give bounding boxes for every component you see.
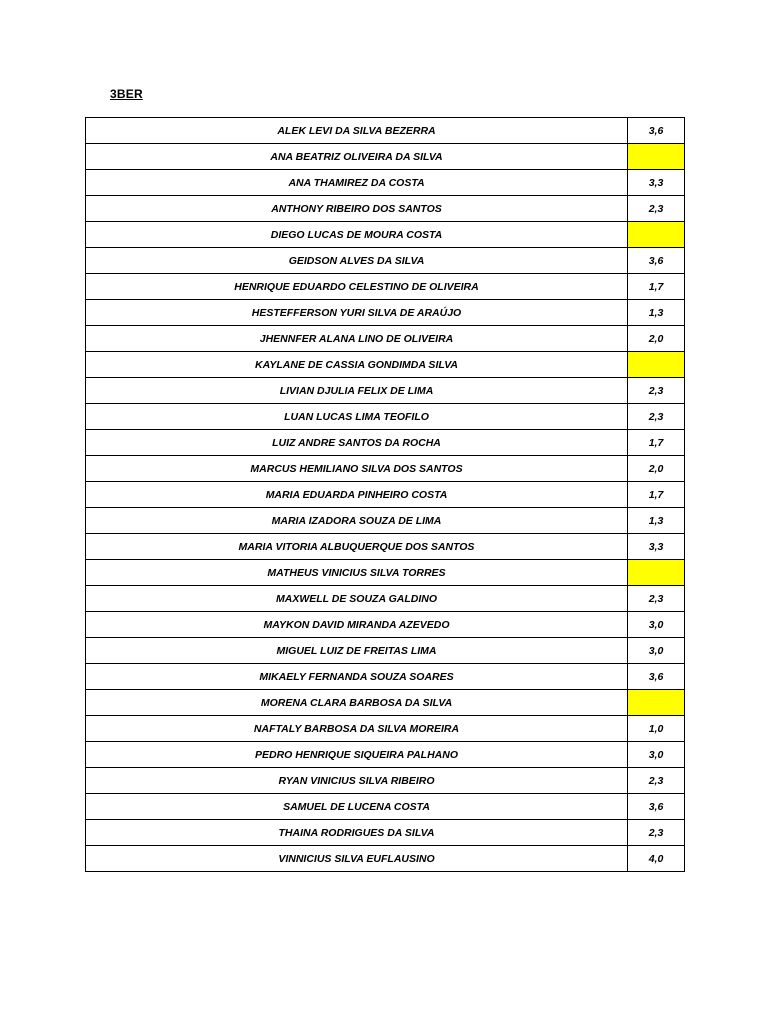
missing-grade-cell [628, 352, 685, 378]
grade-cell: 3,0 [628, 612, 685, 638]
grade-cell: 1,0 [628, 716, 685, 742]
table-row [86, 690, 685, 716]
table-row [86, 404, 685, 430]
table-row [86, 274, 685, 300]
student-name-cell: LIVIAN DJULIA FELIX DE LIMA [86, 378, 628, 404]
grades-table-body [86, 118, 685, 872]
student-name-cell: JHENNFER ALANA LINO DE OLIVEIRA [86, 326, 628, 352]
missing-grade-cell [628, 690, 685, 716]
grade-cell: 2,0 [628, 456, 685, 482]
table-row [86, 508, 685, 534]
student-name-cell: MATHEUS VINICIUS SILVA TORRES [86, 560, 628, 586]
class-heading: 3BER [110, 87, 143, 101]
table-row [86, 638, 685, 664]
student-name-cell: MARIA IZADORA SOUZA DE LIMA [86, 508, 628, 534]
student-name-cell: HENRIQUE EDUARDO CELESTINO DE OLIVEIRA [86, 274, 628, 300]
table-row [86, 664, 685, 690]
student-name-cell: MARIA EDUARDA PINHEIRO COSTA [86, 482, 628, 508]
student-name-cell: VINNICIUS SILVA EUFLAUSINO [86, 846, 628, 872]
table-row [86, 560, 685, 586]
student-name-cell: MIKAELY FERNANDA SOUZA SOARES [86, 664, 628, 690]
table-row [86, 300, 685, 326]
grade-cell: 2,3 [628, 378, 685, 404]
table-row [86, 378, 685, 404]
table-row [86, 248, 685, 274]
table-row [86, 326, 685, 352]
grade-cell: 4,0 [628, 846, 685, 872]
student-name-cell: LUIZ ANDRE SANTOS DA ROCHA [86, 430, 628, 456]
table-row [86, 482, 685, 508]
grade-cell: 3,0 [628, 638, 685, 664]
grade-cell: 2,3 [628, 768, 685, 794]
student-name-cell: MAXWELL DE SOUZA GALDINO [86, 586, 628, 612]
grade-cell: 1,3 [628, 508, 685, 534]
grade-cell: 2,3 [628, 404, 685, 430]
table-row [86, 222, 685, 248]
missing-grade-cell [628, 222, 685, 248]
table-row [86, 534, 685, 560]
missing-grade-cell [628, 560, 685, 586]
grade-cell: 2,3 [628, 820, 685, 846]
grade-cell: 3,3 [628, 170, 685, 196]
table-row [86, 170, 685, 196]
grade-cell: 3,0 [628, 742, 685, 768]
student-name-cell: LUAN LUCAS LIMA TEOFILO [86, 404, 628, 430]
table-row [86, 352, 685, 378]
grade-cell: 1,7 [628, 482, 685, 508]
table-row [86, 820, 685, 846]
student-name-cell: NAFTALY BARBOSA DA SILVA MOREIRA [86, 716, 628, 742]
grade-cell: 3,6 [628, 794, 685, 820]
table-row [86, 768, 685, 794]
table-row [86, 742, 685, 768]
grade-cell: 1,7 [628, 430, 685, 456]
table-row [86, 144, 685, 170]
student-name-cell: MARCUS HEMILIANO SILVA DOS SANTOS [86, 456, 628, 482]
grade-cell: 1,3 [628, 300, 685, 326]
missing-grade-cell [628, 144, 685, 170]
grade-cell: 3,6 [628, 664, 685, 690]
grade-cell: 3,6 [628, 118, 685, 144]
student-name-cell: ANTHONY RIBEIRO DOS SANTOS [86, 196, 628, 222]
table-row [86, 612, 685, 638]
table-row [86, 430, 685, 456]
grade-cell: 2,0 [628, 326, 685, 352]
grade-cell: 1,7 [628, 274, 685, 300]
grade-cell: 2,3 [628, 196, 685, 222]
student-name-cell: MARIA VITORIA ALBUQUERQUE DOS SANTOS [86, 534, 628, 560]
student-name-cell: ANA THAMIREZ DA COSTA [86, 170, 628, 196]
table-row [86, 716, 685, 742]
student-name-cell: HESTEFFERSON YURI SILVA DE ARAÚJO [86, 300, 628, 326]
student-name-cell: KAYLANE DE CASSIA GONDIMDA SILVA [86, 352, 628, 378]
grade-cell: 2,3 [628, 586, 685, 612]
student-name-cell: PEDRO HENRIQUE SIQUEIRA PALHANO [86, 742, 628, 768]
table-row [86, 586, 685, 612]
student-name-cell: ALEK LEVI DA SILVA BEZERRA [86, 118, 628, 144]
table-row [86, 118, 685, 144]
grades-table [85, 117, 685, 872]
student-name-cell: DIEGO LUCAS DE MOURA COSTA [86, 222, 628, 248]
student-name-cell: RYAN VINICIUS SILVA RIBEIRO [86, 768, 628, 794]
student-name-cell: GEIDSON ALVES DA SILVA [86, 248, 628, 274]
table-row [86, 846, 685, 872]
grade-cell: 3,6 [628, 248, 685, 274]
student-name-cell: SAMUEL DE LUCENA COSTA [86, 794, 628, 820]
student-name-cell: MIGUEL LUIZ DE FREITAS LIMA [86, 638, 628, 664]
grade-cell: 3,3 [628, 534, 685, 560]
student-name-cell: ANA BEATRIZ OLIVEIRA DA SILVA [86, 144, 628, 170]
student-name-cell: MORENA CLARA BARBOSA DA SILVA [86, 690, 628, 716]
student-name-cell: MAYKON DAVID MIRANDA AZEVEDO [86, 612, 628, 638]
table-row [86, 456, 685, 482]
table-row [86, 794, 685, 820]
student-name-cell: THAINA RODRIGUES DA SILVA [86, 820, 628, 846]
table-row [86, 196, 685, 222]
